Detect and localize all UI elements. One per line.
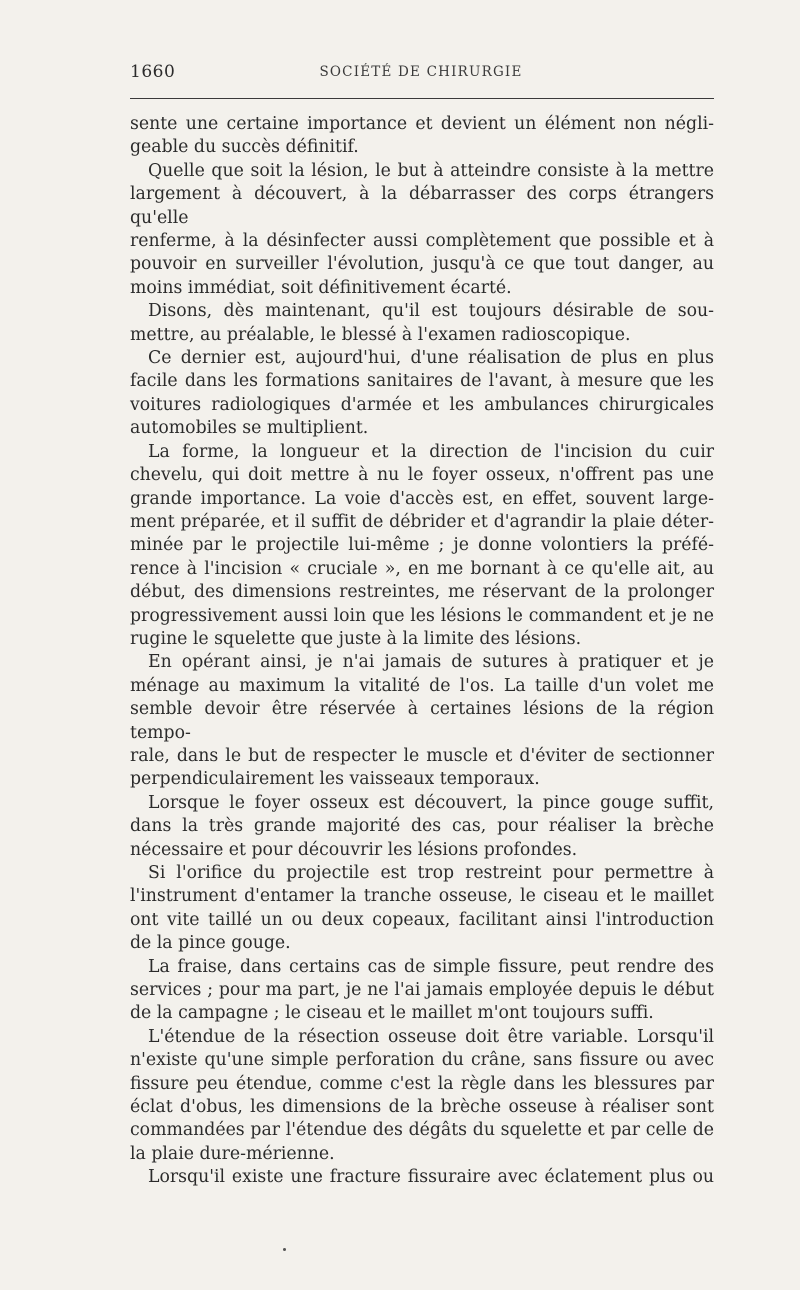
text-line: rugine le squelette que juste à la limite des lésions. — [130, 628, 582, 649]
text-line: largement à découvert, à la débarrasser des corps étrangers qu'elle — [130, 184, 714, 228]
text-line: n'existe qu'une simple perforation du crâne, sans fissure ou avec — [130, 1050, 714, 1071]
body-text — [130, 113, 714, 1190]
text-line: Lorsqu'il existe une fracture fissuraire avec éclatement plus ou — [148, 1167, 714, 1188]
paragraph — [130, 441, 714, 652]
paragraph — [130, 792, 714, 862]
text-line: la plaie dure-mérienne. — [130, 1143, 335, 1164]
text-line: dans la très grande majorité des cas, pour réaliser la brèche — [130, 816, 714, 837]
text-line: de la campagne ; le ciseau et le maillet m'ont toujours suffi. — [130, 1003, 654, 1024]
text-line: rence à l'incision « cruciale », en me bornant à ce qu'elle ait, au — [130, 558, 714, 579]
text-line: l'instrument d'entamer la tranche osseuse, le ciseau et le maillet — [130, 886, 714, 907]
text-line: ment préparée, et il suffit de débrider et d'agrandir la plaie déter- — [130, 511, 714, 532]
text-line: pouvoir en surveiller l'évolution, jusqu'à ce que tout danger, au — [130, 254, 714, 275]
paragraph — [130, 300, 714, 347]
text-line: geable du succès définitif. — [130, 137, 359, 158]
text-line: éclat d'obus, les dimensions de la brèche osseuse à réaliser sont — [130, 1097, 714, 1118]
paragraph — [130, 956, 714, 1026]
text-line: chevelu, qui doit mettre à nu le foyer osseux, n'offrent pas une — [130, 465, 714, 486]
text-line: voitures radiologiques d'armée et les ambulances chirurgicales — [130, 394, 714, 415]
print-speck — [283, 1248, 286, 1251]
page-header — [130, 62, 712, 84]
text-line: Quelle que soit la lésion, le but à atteindre consiste à la mettre — [148, 160, 714, 181]
text-line: La forme, la longueur et la direction de l'incision du cuir — [148, 441, 714, 462]
text-line: rale, dans le but de respecter le muscle et d'éviter de sectionner — [130, 745, 714, 766]
text-line: automobiles se multiplient. — [130, 418, 369, 439]
text-line: nécessaire et pour découvrir les lésions profondes. — [130, 839, 578, 860]
header-rule — [130, 98, 714, 99]
paragraph — [130, 862, 714, 956]
text-line: commandées par l'étendue des dégâts du squelette et par celle de — [130, 1120, 714, 1141]
text-line: La fraise, dans certains cas de simple fissure, peut rendre des — [148, 956, 714, 977]
text-line: semble devoir être réservée à certaines lésions de la région tempo- — [130, 699, 714, 743]
paragraph — [130, 651, 714, 791]
text-line: fissure peu étendue, comme c'est la règle dans les blessures par — [130, 1073, 714, 1094]
text-line: sente une certaine importance et devient un élément non négli- — [130, 114, 714, 134]
text-line: mettre, au préalable, le blessé à l'examen radioscopique. — [130, 324, 631, 345]
text-line: services ; pour ma part, je ne l'ai jamais employée depuis le début — [130, 980, 714, 1001]
text-line: Disons, dès maintenant, qu'il est toujours désirable de sou- — [148, 301, 714, 322]
paragraph — [130, 160, 714, 300]
text-line: début, des dimensions restreintes, me réservant de la prolonger — [130, 582, 714, 603]
text-line: moins immédiat, soit définitivement écarté. — [130, 277, 512, 298]
text-line: Si l'orifice du projectile est trop restreint pour permettre à — [148, 863, 714, 883]
text-line: facile dans les formations sanitaires de l'avant, à mesure que les — [130, 371, 714, 392]
paragraph — [130, 113, 714, 160]
running-title: SOCIÉTÉ DE CHIRURGIE — [319, 64, 523, 80]
text-line: Ce dernier est, aujourd'hui, d'une réalisation de plus en plus — [148, 348, 714, 369]
text-line: grande importance. La voie d'accès est, en effet, souvent large- — [130, 488, 714, 509]
text-line: de la pince gouge. — [130, 933, 291, 954]
paragraph — [130, 1166, 714, 1189]
text-line: ménage au maximum la vitalité de l'os. La taille d'un volet me — [130, 675, 714, 696]
text-line: progressivement aussi loin que les lésions le commandent et je ne — [130, 605, 714, 626]
text-line: Lorsque le foyer osseux est découvert, la pince gouge suffit, — [148, 792, 714, 813]
paragraph — [130, 347, 714, 441]
text-line: ont vite taillé un ou deux copeaux, facilitant ainsi l'introduction — [130, 909, 714, 930]
text-line: L'étendue de la résection osseuse doit être variable. Lorsqu'il — [148, 1026, 714, 1047]
page-number: 1660 — [130, 62, 176, 82]
paragraph — [130, 1026, 714, 1166]
text-line: minée par le projectile lui-même ; je donne volontiers la préfé- — [130, 535, 714, 556]
text-line: En opérant ainsi, je n'ai jamais de sutures à pratiquer et je — [148, 652, 714, 673]
text-line: renferme, à la désinfecter aussi complètement que possible et à — [130, 231, 714, 252]
text-line: perpendiculairement les vaisseaux temporaux. — [130, 769, 540, 790]
